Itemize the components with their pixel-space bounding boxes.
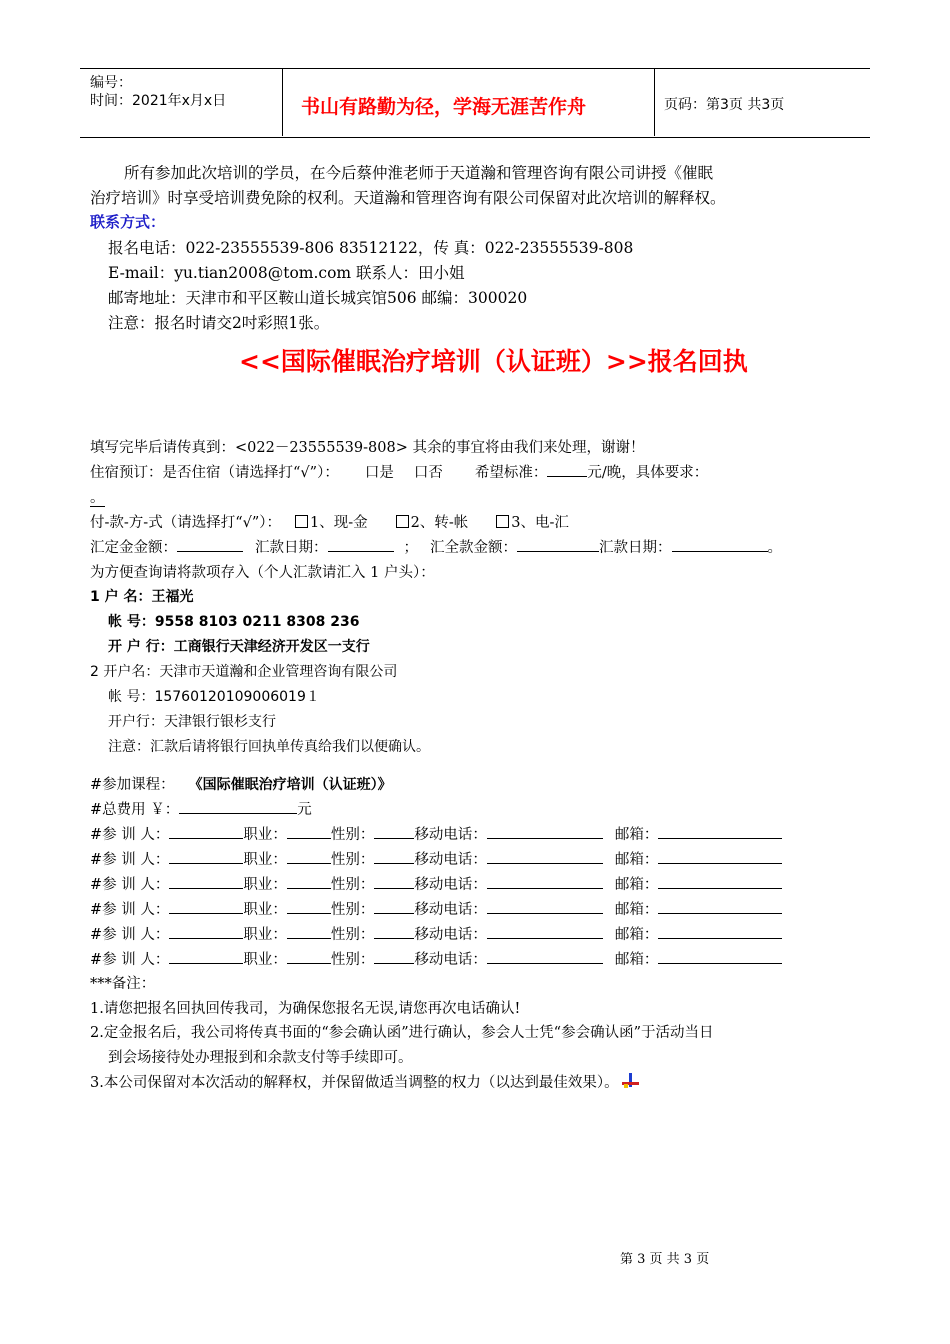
mobile-field[interactable] (487, 824, 603, 839)
lodging-no-option[interactable]: 口否 (413, 465, 443, 481)
job-field[interactable] (287, 899, 331, 914)
trainee-label: #参 训 人： (90, 952, 170, 968)
account1-number: 帐 号：9558 8103 0211 8308 236 (108, 614, 360, 630)
lodging-label: 住宿预订：是否住宿（请选择打“√”）： (90, 465, 339, 481)
trainee-label: #参 训 人： (90, 877, 170, 893)
serial-label: 编号： (90, 75, 132, 91)
remark-item: 2.定金报名后，我公司将传真书面的“参会确认函”进行确认，参会人士凭“参会确认函”于活动当日 (90, 1025, 714, 1041)
gender-field[interactable] (374, 874, 414, 889)
account2-name: 2 开户名：天津市天道瀚和企业管理咨询有限公司 (90, 664, 398, 680)
contact-title: 联系方式： (90, 213, 166, 231)
trainee-row (90, 923, 782, 944)
checkbox-icon (396, 515, 409, 528)
job-field[interactable] (287, 824, 331, 839)
gender-field[interactable] (374, 924, 414, 939)
mobile-label: 移动电话： (414, 877, 487, 893)
mobile-label: 移动电话： (414, 827, 487, 843)
deposit-date-field[interactable] (328, 537, 394, 552)
intro-line: 所有参加此次培训的学员，在今后蔡仲淮老师于天道瀚和管理咨询有限公司讲授《催眠 (124, 164, 714, 182)
gender-label: 性别： (330, 827, 375, 843)
lodging-yes-option[interactable]: 口是 (364, 465, 394, 481)
job-label: 职业： (243, 902, 287, 918)
fee-row (90, 798, 312, 819)
job-label: 职业： (243, 852, 287, 868)
gender-field[interactable] (374, 824, 414, 839)
trainee-name-field[interactable] (169, 849, 243, 864)
remarks-title: ***备注： (90, 976, 156, 992)
deposit-hint: 为方便查询请将款项存入（个人汇款请汇入 1 户头）： (90, 565, 435, 581)
lodging-standard-label: 希望标准： (474, 465, 548, 481)
payment-label: 付-款-方-式（请选择打“√”）： (90, 515, 282, 531)
full-amount-label: 汇全款金额： (430, 540, 517, 556)
account1-bank: 开 户 行：工商银行天津经济开发区一支行 (108, 639, 370, 655)
email-field[interactable] (658, 824, 782, 839)
deposit-amount-field[interactable] (177, 537, 243, 552)
mobile-field[interactable] (487, 849, 603, 864)
course-label: #参加课程： (90, 777, 175, 793)
header-divider (654, 68, 655, 136)
contact-address: 邮寄地址：天津市和平区鞍山道长城宾馆506 邮编：300020 (108, 289, 528, 307)
payment-wire-option[interactable]: 3、电-汇 (496, 515, 569, 531)
full-date-field[interactable] (672, 537, 768, 552)
job-field[interactable] (287, 924, 331, 939)
email-label: 邮箱： (614, 877, 659, 893)
trainee-name-field[interactable] (169, 824, 243, 839)
mobile-label: 移动电话： (414, 952, 487, 968)
email-label: 邮箱： (614, 902, 659, 918)
checkbox-icon (295, 515, 308, 528)
job-label: 职业： (243, 827, 287, 843)
email-field[interactable] (658, 874, 782, 889)
account1-name: 1 户 名：王福光 (90, 589, 194, 605)
trainee-row (90, 948, 782, 969)
payment-row (90, 511, 569, 532)
email-field[interactable] (658, 849, 782, 864)
trainee-label: #参 训 人： (90, 827, 170, 843)
page-footer: 第 3 页 共 3 页 (620, 1252, 710, 1267)
job-label: 职业： (243, 927, 287, 943)
account2-bank: 开户行：天津银行银杉支行 (108, 714, 276, 730)
email-label: 邮箱： (614, 952, 659, 968)
contact-email: E-mail：yu.tian2008@tom.com 联系人：田小姐 (108, 264, 465, 282)
course-name: 《国际催眠治疗培训（认证班）》 (188, 777, 392, 793)
email-label: 邮箱： (614, 852, 659, 868)
job-field[interactable] (287, 849, 331, 864)
fee-label: #总费用 ￥： (90, 802, 180, 818)
gender-field[interactable] (374, 849, 414, 864)
job-field[interactable] (287, 949, 331, 964)
trainee-name-field[interactable] (169, 874, 243, 889)
remark-item: 1.请您把报名回执回传我司，为确保您报名无误,请您再次电话确认! (90, 1001, 521, 1017)
trainee-row (90, 898, 782, 919)
gender-label: 性别： (330, 852, 375, 868)
remark-item: 3.本公司保留对本次活动的解释权，并保留做适当调整的权力（以达到最佳效果）。 (90, 1071, 639, 1092)
lodging-row (90, 461, 708, 482)
amount-row: 汇定金金额： 汇款日期： ； 汇全款金额： 汇款日期： 。 (90, 536, 782, 557)
mobile-field[interactable] (487, 899, 603, 914)
email-label: 邮箱： (614, 927, 659, 943)
trainee-name-field[interactable] (169, 949, 243, 964)
contact-note: 注意：报名时请交2吋彩照1张。 (108, 314, 330, 332)
form-title: <<国际催眠治疗培训（认证班）>>报名回执 (239, 347, 748, 376)
header-divider (282, 68, 283, 136)
trainee-name-field[interactable] (169, 899, 243, 914)
deposit-amount-label: 汇定金金额： (90, 540, 177, 556)
mobile-label: 移动电话： (414, 852, 487, 868)
course-row (90, 773, 392, 794)
lodging-end: 。 (90, 490, 105, 506)
page-info: 页码：第3页 共3页 (664, 97, 785, 113)
mobile-label: 移动电话： (414, 902, 487, 918)
gender-field[interactable] (374, 949, 414, 964)
checkbox-icon (496, 515, 509, 528)
time-label: 时间：2021年x月x日 (90, 93, 227, 109)
gender-label: 性别： (330, 902, 375, 918)
header-motto: 书山有路勤为径，学海无涯苦作舟 (301, 96, 587, 118)
account2-number: 帐 号：15760120109006019１ (108, 689, 320, 705)
deposit-date-label: 汇款日期： (255, 540, 328, 556)
trainee-label: #参 训 人： (90, 852, 170, 868)
gender-label: 性别： (330, 877, 375, 893)
email-field[interactable] (658, 949, 782, 964)
email-field[interactable] (658, 899, 782, 914)
gender-label: 性别： (330, 927, 375, 943)
account2-note: 注意：汇款后请将银行回执单传真给我们以便确认。 (108, 739, 430, 755)
mobile-field[interactable] (487, 874, 603, 889)
gender-field[interactable] (374, 899, 414, 914)
fee-field[interactable] (179, 799, 297, 814)
payment-transfer-option[interactable]: 2、转-帐 (396, 515, 469, 531)
lodging-standard-field[interactable] (547, 462, 587, 477)
gender-label: 性别： (330, 952, 375, 968)
trainee-label: #参 训 人： (90, 902, 170, 918)
lodging-unit-label: 元/晚，具体要求： (587, 465, 709, 481)
full-date-label: 汇款日期： (599, 540, 672, 556)
trainee-label: #参 训 人： (90, 927, 170, 943)
intro-line: 治疗培训》时享受培训费免除的权利。天道瀚和管理咨询有限公司保留对此次培训的解释权。 (90, 189, 726, 207)
fax-line: 填写完毕后请传真到：<022－23555539-808> 其余的事宜将由我们来处理，谢谢！ (90, 440, 645, 456)
fee-unit: 元 (297, 802, 312, 818)
anchor-icon (621, 1073, 639, 1089)
trainee-row (90, 823, 782, 844)
trainee-row (90, 848, 782, 869)
remark-item: 到会场接待处办理报到和余款支付等手续即可。 (108, 1050, 413, 1066)
mobile-field[interactable] (487, 949, 603, 964)
trainee-name-field[interactable] (169, 924, 243, 939)
mobile-field[interactable] (487, 924, 603, 939)
trainee-row (90, 873, 782, 894)
email-field[interactable] (658, 924, 782, 939)
job-label: 职业： (243, 952, 287, 968)
email-label: 邮箱： (614, 827, 659, 843)
full-amount-field[interactable] (517, 537, 599, 552)
contact-phone: 报名电话：022-23555539-806 83512122，传 真：022-23555539-808 (108, 239, 634, 257)
mobile-label: 移动电话： (414, 927, 487, 943)
job-field[interactable] (287, 874, 331, 889)
payment-cash-option[interactable]: 1、现-金 (295, 515, 368, 531)
job-label: 职业： (243, 877, 287, 893)
